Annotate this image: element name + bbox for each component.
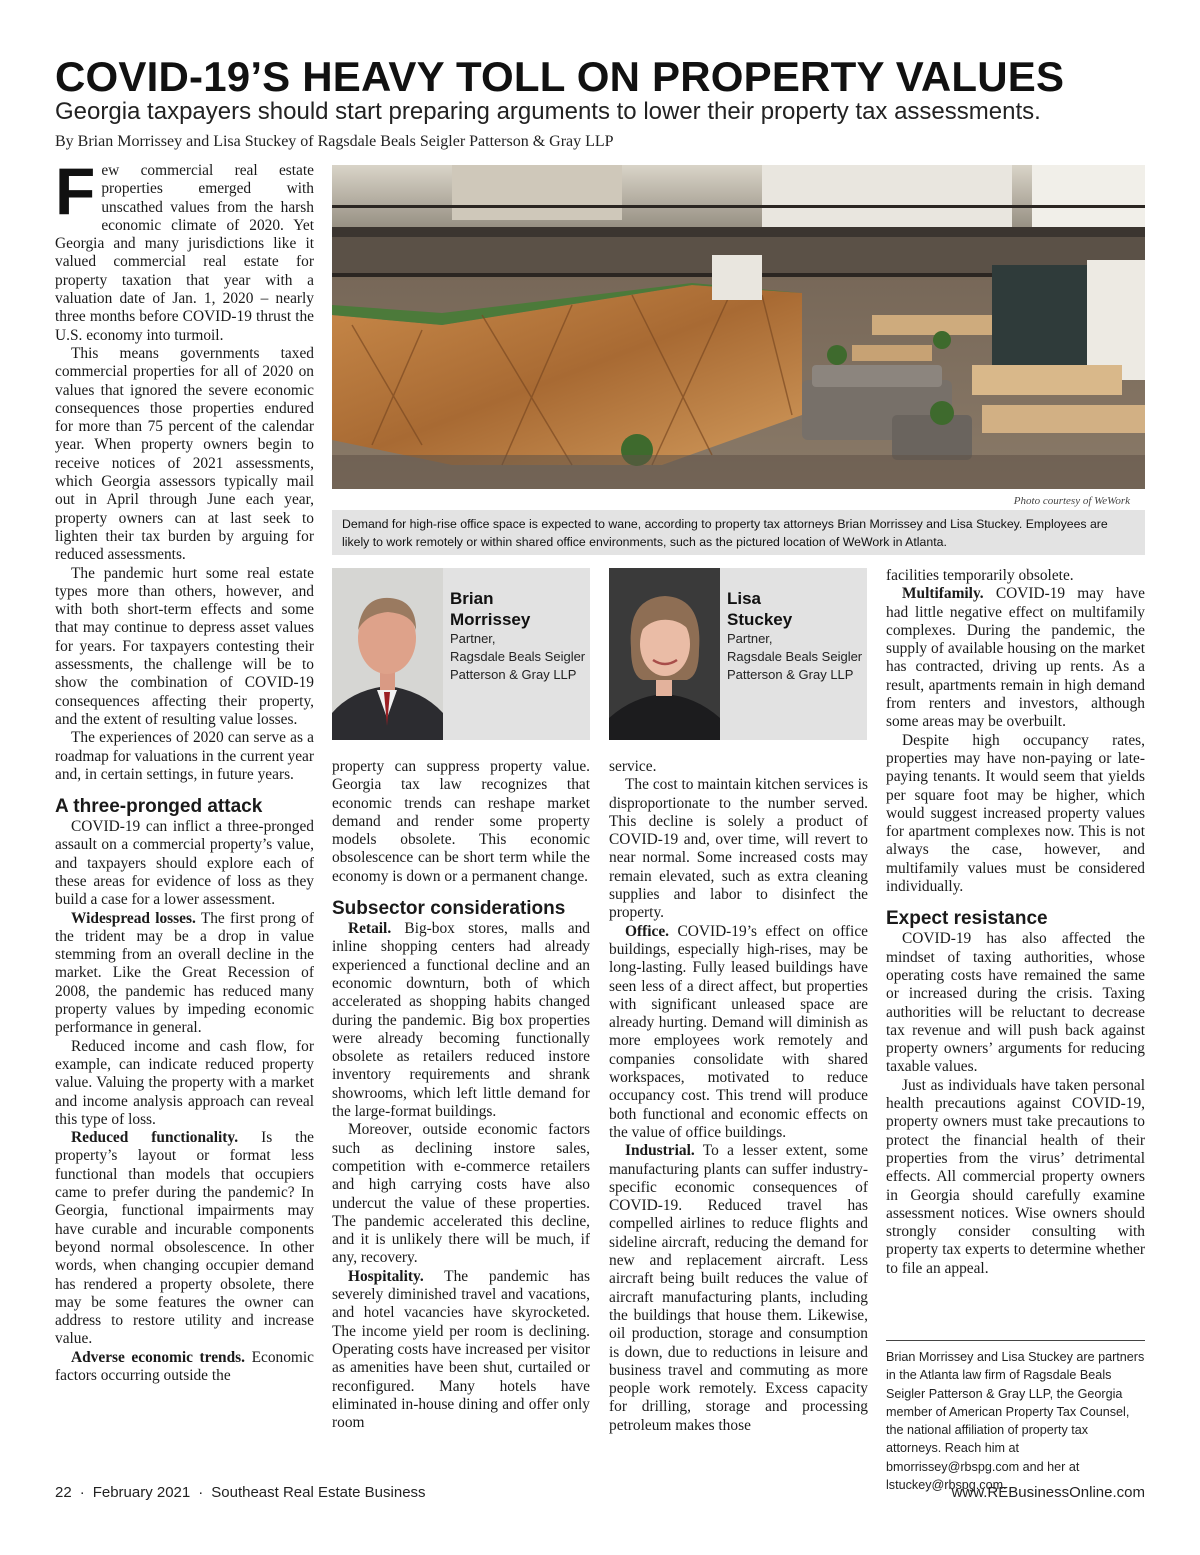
drop-cap: F xyxy=(55,154,96,228)
author-photo-brian xyxy=(332,568,443,740)
paragraph: Just as individuals have taken personal health precautions against COVID-19, property owners must take precautions to protect the financial health of their properties from the virus’ detrimental effects. All commercial property owners in Georgia should carefully examine assessment notices. Wise owners should strongly consider consulting with property tax experts to determine whether to file an appeal. xyxy=(886,1076,1145,1277)
author-title: Partner, xyxy=(450,631,496,646)
paragraph: property can suppress property value. Georgia tax law recognizes that economic trends can reshape market demand and render some property models obsolete. This economic obsolescence can be short term while the economy is down or a permanent change. xyxy=(332,758,590,885)
author-first-name: Brian xyxy=(450,589,494,608)
run-in-heading: Hospitality. xyxy=(348,1267,424,1285)
article-column-4 xyxy=(886,567,1145,1278)
bio-divider xyxy=(886,1340,1145,1341)
paragraph: facilities temporarily obsolete. xyxy=(886,567,1074,584)
paragraph: Hospitality. The pandemic has severely diminished travel and vacations, and hotel vacancies have skyrocketed. The income yield per room is declining. Operating costs have increased per visitor as amenities have been shut, curtailed or reconfigured. Many hotels have eliminated in-house dining and offer only room xyxy=(332,1267,590,1432)
paragraph: Moreover, outside economic factors such as declining instore sales, competition with e-commerce retailers and high carrying costs have also undercut the value of these properties. The pandemic accelerated this decline, and it is unlikely there will be much, if any, recovery. xyxy=(332,1121,590,1267)
author-last-name: Stuckey xyxy=(727,610,793,629)
issue-date: February 2021 xyxy=(92,1484,191,1501)
run-in-heading: Industrial. xyxy=(625,1142,695,1160)
article-column-1 xyxy=(55,154,315,1385)
author-bio: Brian Morrissey and Lisa Stuckey are partners in the Atlanta law firm of Ragsdale Beals Seigler Patterson & Gray LLP, the Georgia member of American Property Tax Counsel, the national affiliation of property tax attorneys. Reach him at bmorrissey@rbspg.com and her at lstuckey@rbspg.com. xyxy=(886,1350,1145,1493)
paragraph: This means governments taxed commercial properties for all of 2020 on values that ignored the severe economic consequences those properties endured for more than 75 percent of the calendar year. When property owners begin to receive notices of 2021 assessments, which Georgia assessors typically mail out in April through June each year, property owners can at last seek to lighten their tax burden by arguing for reduced assessments. xyxy=(55,344,314,564)
paragraph: Industrial. To a lesser extent, some manufacturing plants can suffer industry-specific economic consequences of COVID-19. Reduced travel has compelled airlines to reduce flights and sideline aircraft, reducing the demand for new and replacement aircraft. Less aircraft being built reduces the value of aircraft manufacturing plants, including the buildings that house them. Likewise, oil production, storage and consumption is down, due to reductions in leisure and business travel and commuting as more people work remotely. Excess capacity for drilling, storage and processing petroleum makes those xyxy=(609,1142,868,1434)
paragraph: Office. COVID-19’s effect on office buildings, especially high-rises, may be long-lasting. Fully leased buildings have seen less of a direct affect, but properties with significant unleased space are already hurting. Demand will diminish as more employees work remotely and companies consolidate with shared workspaces, motivated to reduce occupancy cost. This trend will produce both functional and economic effects on the value of office buildings. xyxy=(609,922,868,1141)
website-link[interactable]: www.REBusinessOnline.com xyxy=(951,1484,1145,1501)
article-column-2 xyxy=(332,758,590,1432)
paragraph: The pandemic hurt some real estate types more than others, however, and with both short-term effects and some that may continue to depress asset values for years. For taxpayers contesting their assessments, the challenge will be to show the combination of COVID-19 consequences affecting their property, and the extent of resulting value losses. xyxy=(55,564,314,728)
paragraph: Multifamily. COVID-19 may have had little negative effect on multifamily complexes. During the pandemic, the supply of available housing on the market has contracted, driving up rents. As a result, apartments remain in high demand from renters and investors, although some areas may be overbuilt. xyxy=(886,585,1145,731)
paragraph: COVID-19 can inflict a three-pronged assault on a commercial property’s value, and taxpayers should explore each of these areas for evidence of loss as they build a case for a lower assessment. xyxy=(55,818,314,909)
photo-credit: Photo courtesy of WeWork xyxy=(1013,495,1130,507)
footer-separator: · xyxy=(198,1484,204,1501)
paragraph: Widespread losses. The first prong of the trident may be a drop in value stemming from an overall decline in the market. Like the Great Recession of 2008, the pandemic has reduced many property values by impeding economic performance in general. xyxy=(55,909,315,1037)
paragraph: COVID-19 has also affected the mindset of taxing authorities, whose operating costs have remained the same or increased during the crisis. Taxing authorities will be reluctant to decrease tax revenue and will push back against property owners’ arguments for reducing taxable values. xyxy=(886,930,1145,1076)
author-title: Partner, xyxy=(727,631,773,646)
run-in-heading: Office. xyxy=(625,922,670,940)
author-profile-lisa xyxy=(609,568,867,740)
page-number: 22 xyxy=(55,1484,72,1501)
office-photo xyxy=(332,165,1145,489)
section-heading-subsector: Subsector considerations xyxy=(332,898,566,920)
footer-info xyxy=(55,1483,426,1503)
author-first-name: Lisa xyxy=(727,589,762,608)
subheadline: Georgia taxpayers should start preparing arguments to lower their property tax assessments. xyxy=(55,98,1041,125)
paragraph: Adverse economic trends. Economic factors occurring outside the xyxy=(55,1348,314,1384)
article-column-3 xyxy=(609,758,868,1435)
publication-name: Southeast Real Estate Business xyxy=(211,1484,426,1501)
author-firm: Ragsdale Beals Seigler Patterson & Gray LLP xyxy=(450,649,586,682)
run-in-heading: Widespread losses. xyxy=(71,909,196,927)
paragraph: Reduced income and cash flow, for example, can indicate reduced property value. Valuing the property with a market and income analysis approach can reveal this type of loss. xyxy=(55,1037,314,1128)
paragraph: Despite high occupancy rates, properties may have non-paying or late-paying tenants. It would seem that yields per square foot may be higher, which would suggest increased property values for apartment complexes now. This is not always the case, however, and multifamily values must be considered individually. xyxy=(886,731,1145,896)
headline: COVID-19’S HEAVY TOLL ON PROPERTY VALUES xyxy=(55,53,1065,100)
paragraph: The cost to maintain kitchen services is disproportionate to the number served. This decline is solely a product of COVID-19 and, over time, will revert to near normal. Some increased costs may remain elevated, such as extra cleaning supplies and labor to disinfect the property. xyxy=(609,776,868,922)
author-last-name: Morrissey xyxy=(450,610,531,629)
intro-paragraph: Few commercial real estate properties emerged with unscathed values from the harsh economic climate of 2020. Yet Georgia and many jurisdictions like it valued commercial real estate for property taxation that year with a valuation date of Jan. 1, 2020 – nearly three months before COVID-19 thrust the U.S. economy into turmoil. xyxy=(55,154,314,344)
paragraph: Retail. Big-box stores, malls and inline shopping centers had already experienced a functional decline and an economic downturn, both of which accelerated as shopping habits changed during the pandemic. Big box properties were already becoming functionally obsolete as retailers reduced instore inventory requirements and shrank showrooms, which left little demand for the large-format buildings. xyxy=(332,920,590,1121)
byline: By Brian Morrissey and Lisa Stuckey of Ragsdale Beals Seigler Patterson & Gray LLP xyxy=(55,133,614,150)
section-heading-three-pronged: A three-pronged attack xyxy=(55,796,263,818)
author-info-brian xyxy=(450,588,588,684)
author-info-lisa xyxy=(727,588,865,684)
author-profile-brian xyxy=(332,568,590,740)
author-firm: Ragsdale Beals Seigler Patterson & Gray LLP xyxy=(727,649,863,682)
section-heading-expect-resistance: Expect resistance xyxy=(886,908,1048,930)
run-in-heading: Adverse economic trends. xyxy=(71,1348,246,1366)
run-in-heading: Multifamily. xyxy=(902,585,984,603)
run-in-heading: Retail. xyxy=(348,920,392,938)
footer-separator: · xyxy=(79,1484,85,1501)
paragraph: The experiences of 2020 can serve as a roadmap for valuations in the current year and, in certain settings, in future years. xyxy=(55,729,314,783)
paragraph: service. xyxy=(609,758,657,775)
run-in-heading: Reduced functionality. xyxy=(71,1129,239,1147)
paragraph: Reduced functionality. Is the property’s layout or format less functional than models that occupiers came to prefer during the pandemic? In Georgia, functional impairments may have curable and incurable components beyond normal obsolescence. In other words, when changing occupier demand has rendered a property obsolete, there may be some features the owner can address to restore utility and increase value. xyxy=(55,1129,314,1348)
photo-caption: Demand for high-rise office space is expected to wane, according to property tax attorneys Brian Morrissey and Lisa Stuckey. Employees are likely to work remotely or within shared office environments, such as the pictured location of WeWork in Atlanta. xyxy=(332,510,1145,555)
author-photo-lisa xyxy=(609,568,720,740)
